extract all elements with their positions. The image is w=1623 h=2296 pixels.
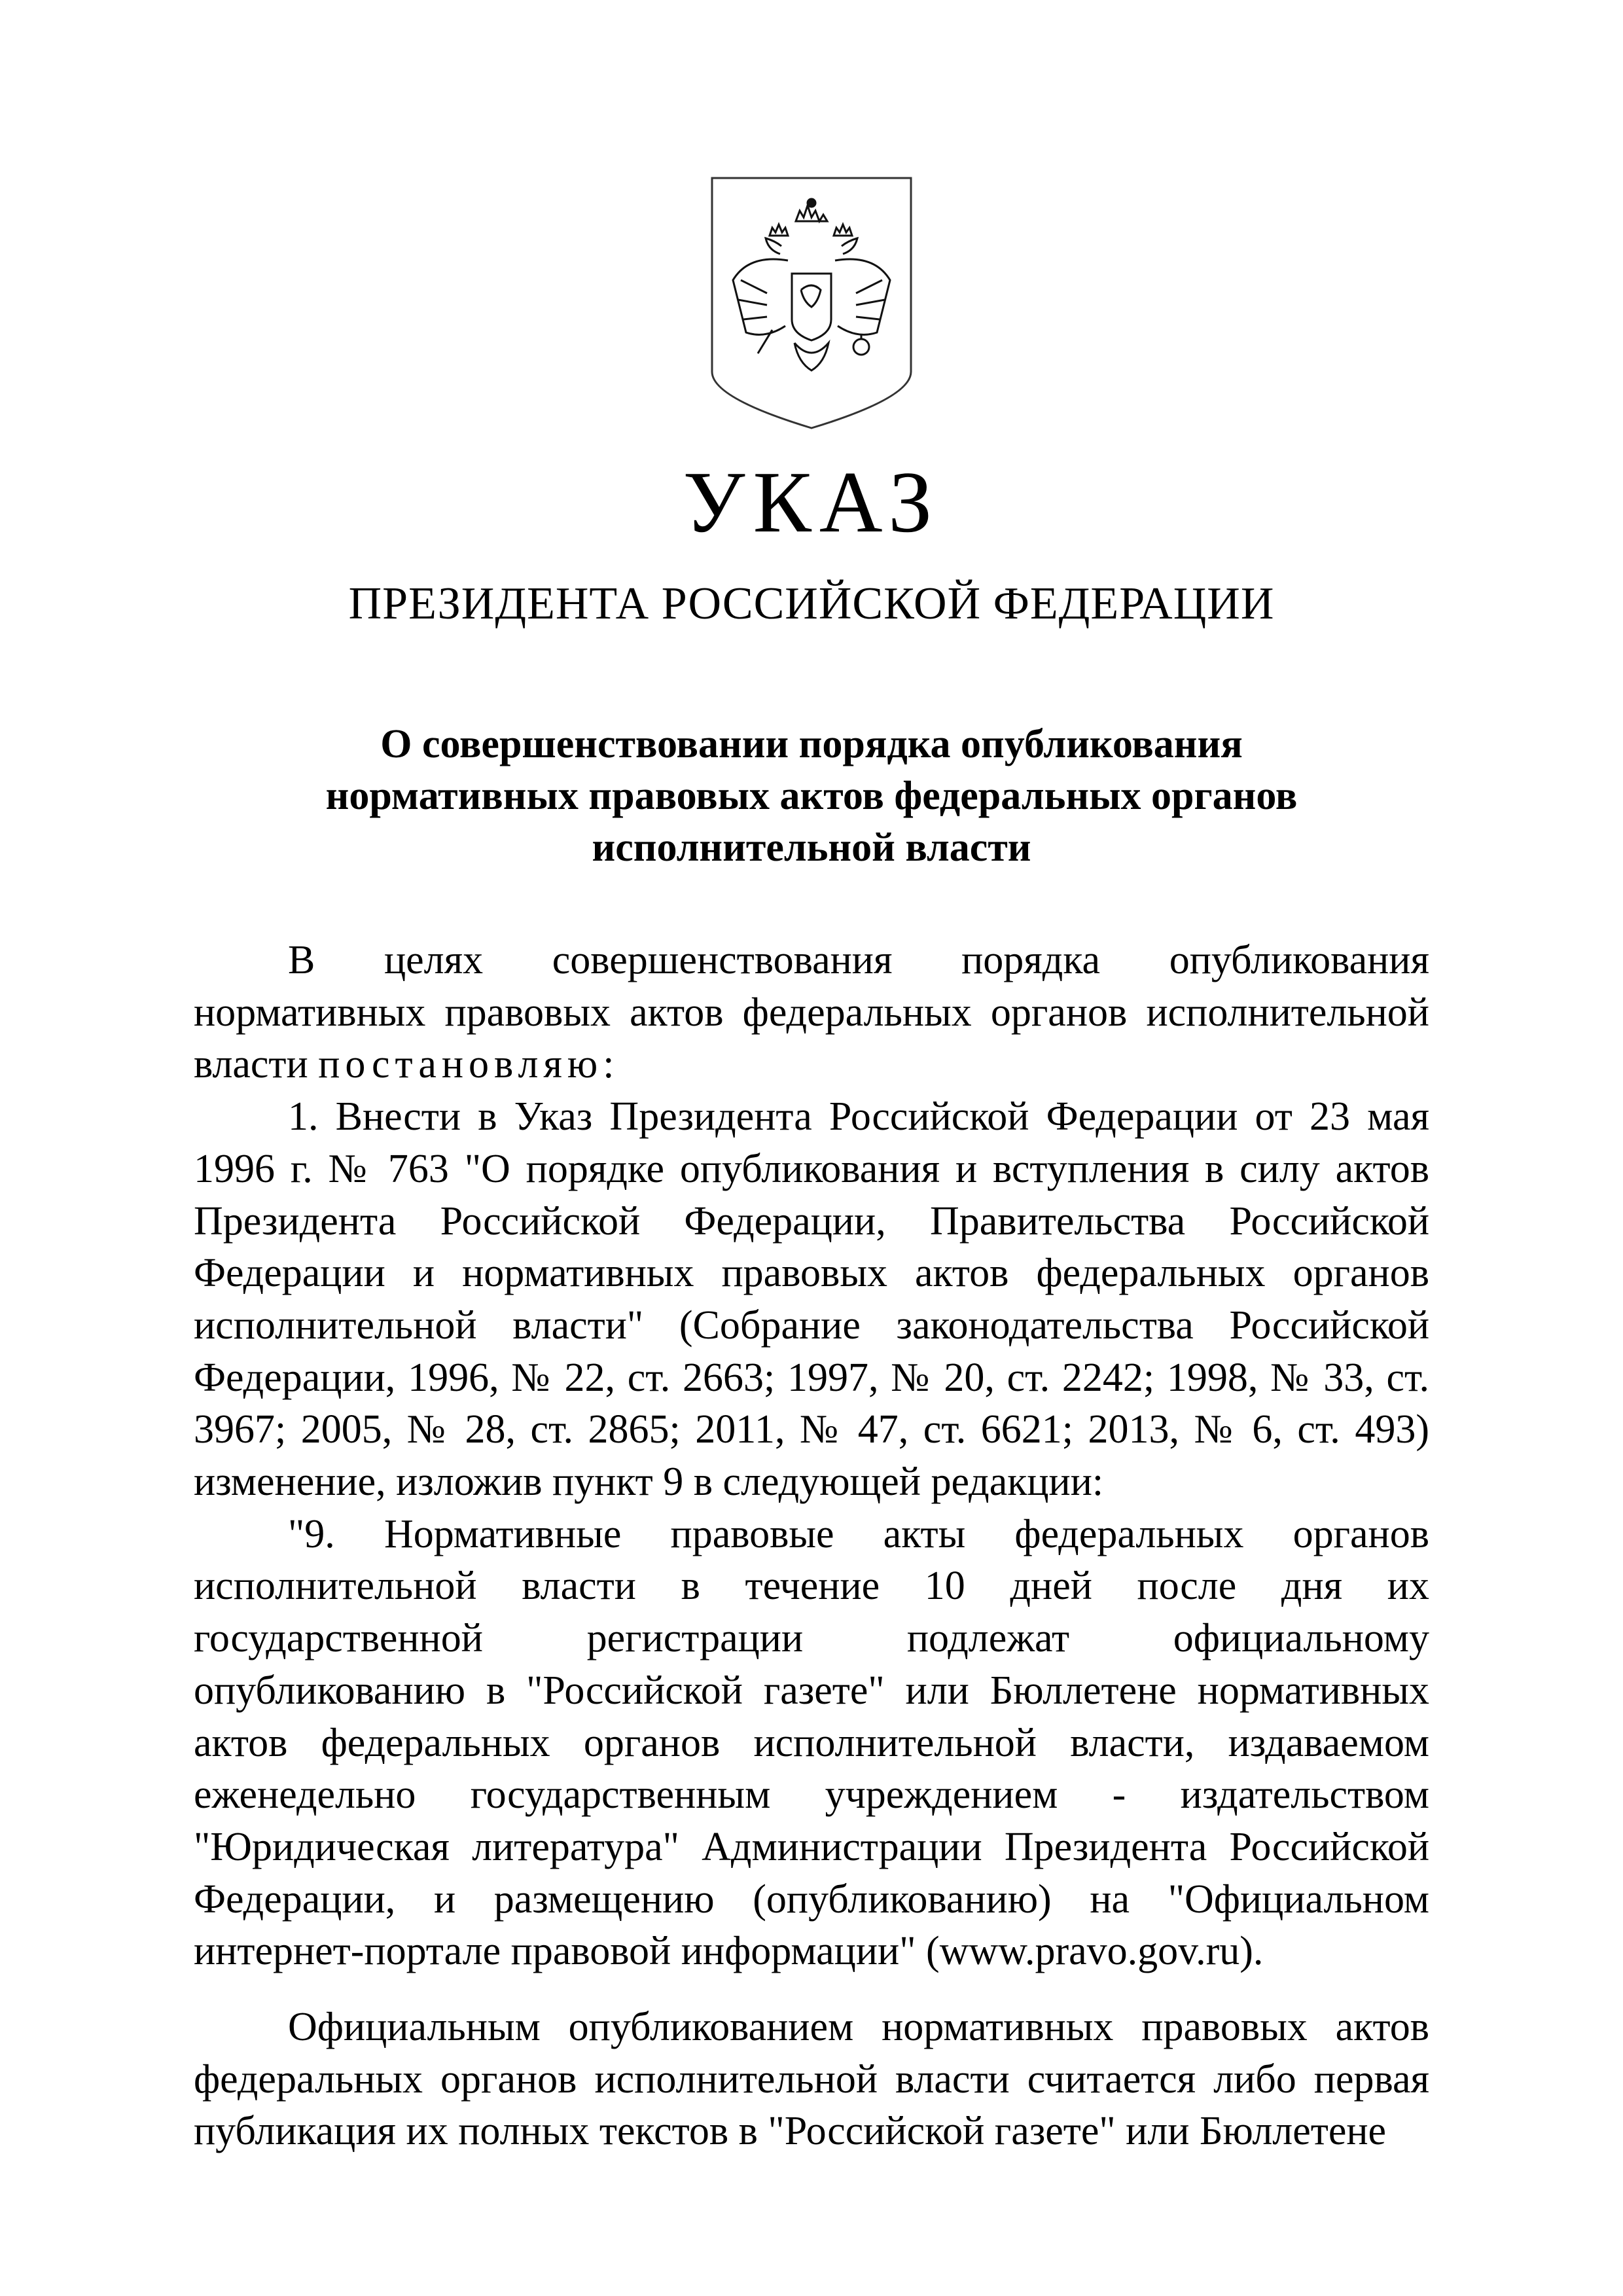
document-title: УКАЗ (683, 454, 940, 550)
paragraph-official-publication: Официальным опубликованием нормативных правовых актов федеральных органов исполнительной власти считается либо первая публикация их полных текстов в "Российской газете" или Бюллетене (194, 2005, 1429, 2154)
preamble-text: В целях совершенствования порядка опубликования нормативных правовых актов федеральных органов исполнительной власти (194, 938, 1429, 1087)
document-heading (196, 719, 1427, 874)
decree-word: постановляю: (318, 1042, 620, 1087)
heading-line: О совершенствовании порядка опубликования (380, 722, 1243, 766)
paragraph-9-quote: "9. Нормативные правовые акты федеральных органов исполнительной власти в течение 10 дней после дня их государственной регистрации подлежат официальному опубликованию в "Российской газете" или Бюллетене нормативных актов федеральных органов исполнительной власти, издаваемом еженедельно государственным учреждением - издательством "Юридическая литература" Администрации Президента Российской Федерации, и размещению (опубликованию) на "Официальном интернет-портале правовой информации" (www.pravo.gov.ru). (194, 1511, 1429, 1974)
paragraph-1: 1. Внести в Указ Президента Российской Федерации от 23 мая 1996 г. № 763 "О порядке опубликования и вступления в силу актов Президента Российской Федерации, Правительства Российской Федерации и нормативных правовых актов федеральных органов исполнительной власти" (Собрание законодательства Российской Федерации, 1996, № 22, ст. 2663; 1997, № 20, ст. 2242; 1998, № 33, ст. 3967; 2005, № 28, ст. 2865; 2011, № 47, ст. 6621; 2013, № 6, ст. 493) изменение, изложив пункт 9 в следующей редакции: (194, 1094, 1429, 1505)
document-subtitle: ПРЕЗИДЕНТА РОССИЙСКОЙ ФЕДЕРАЦИИ (348, 579, 1275, 629)
heading-line: исполнительной власти (592, 825, 1031, 870)
preamble-paragraph (194, 935, 1429, 1091)
coat-of-arms-icon (709, 175, 914, 431)
heading-line: нормативных правовых актов федеральных органов (325, 774, 1298, 818)
document-body (194, 935, 1429, 2158)
